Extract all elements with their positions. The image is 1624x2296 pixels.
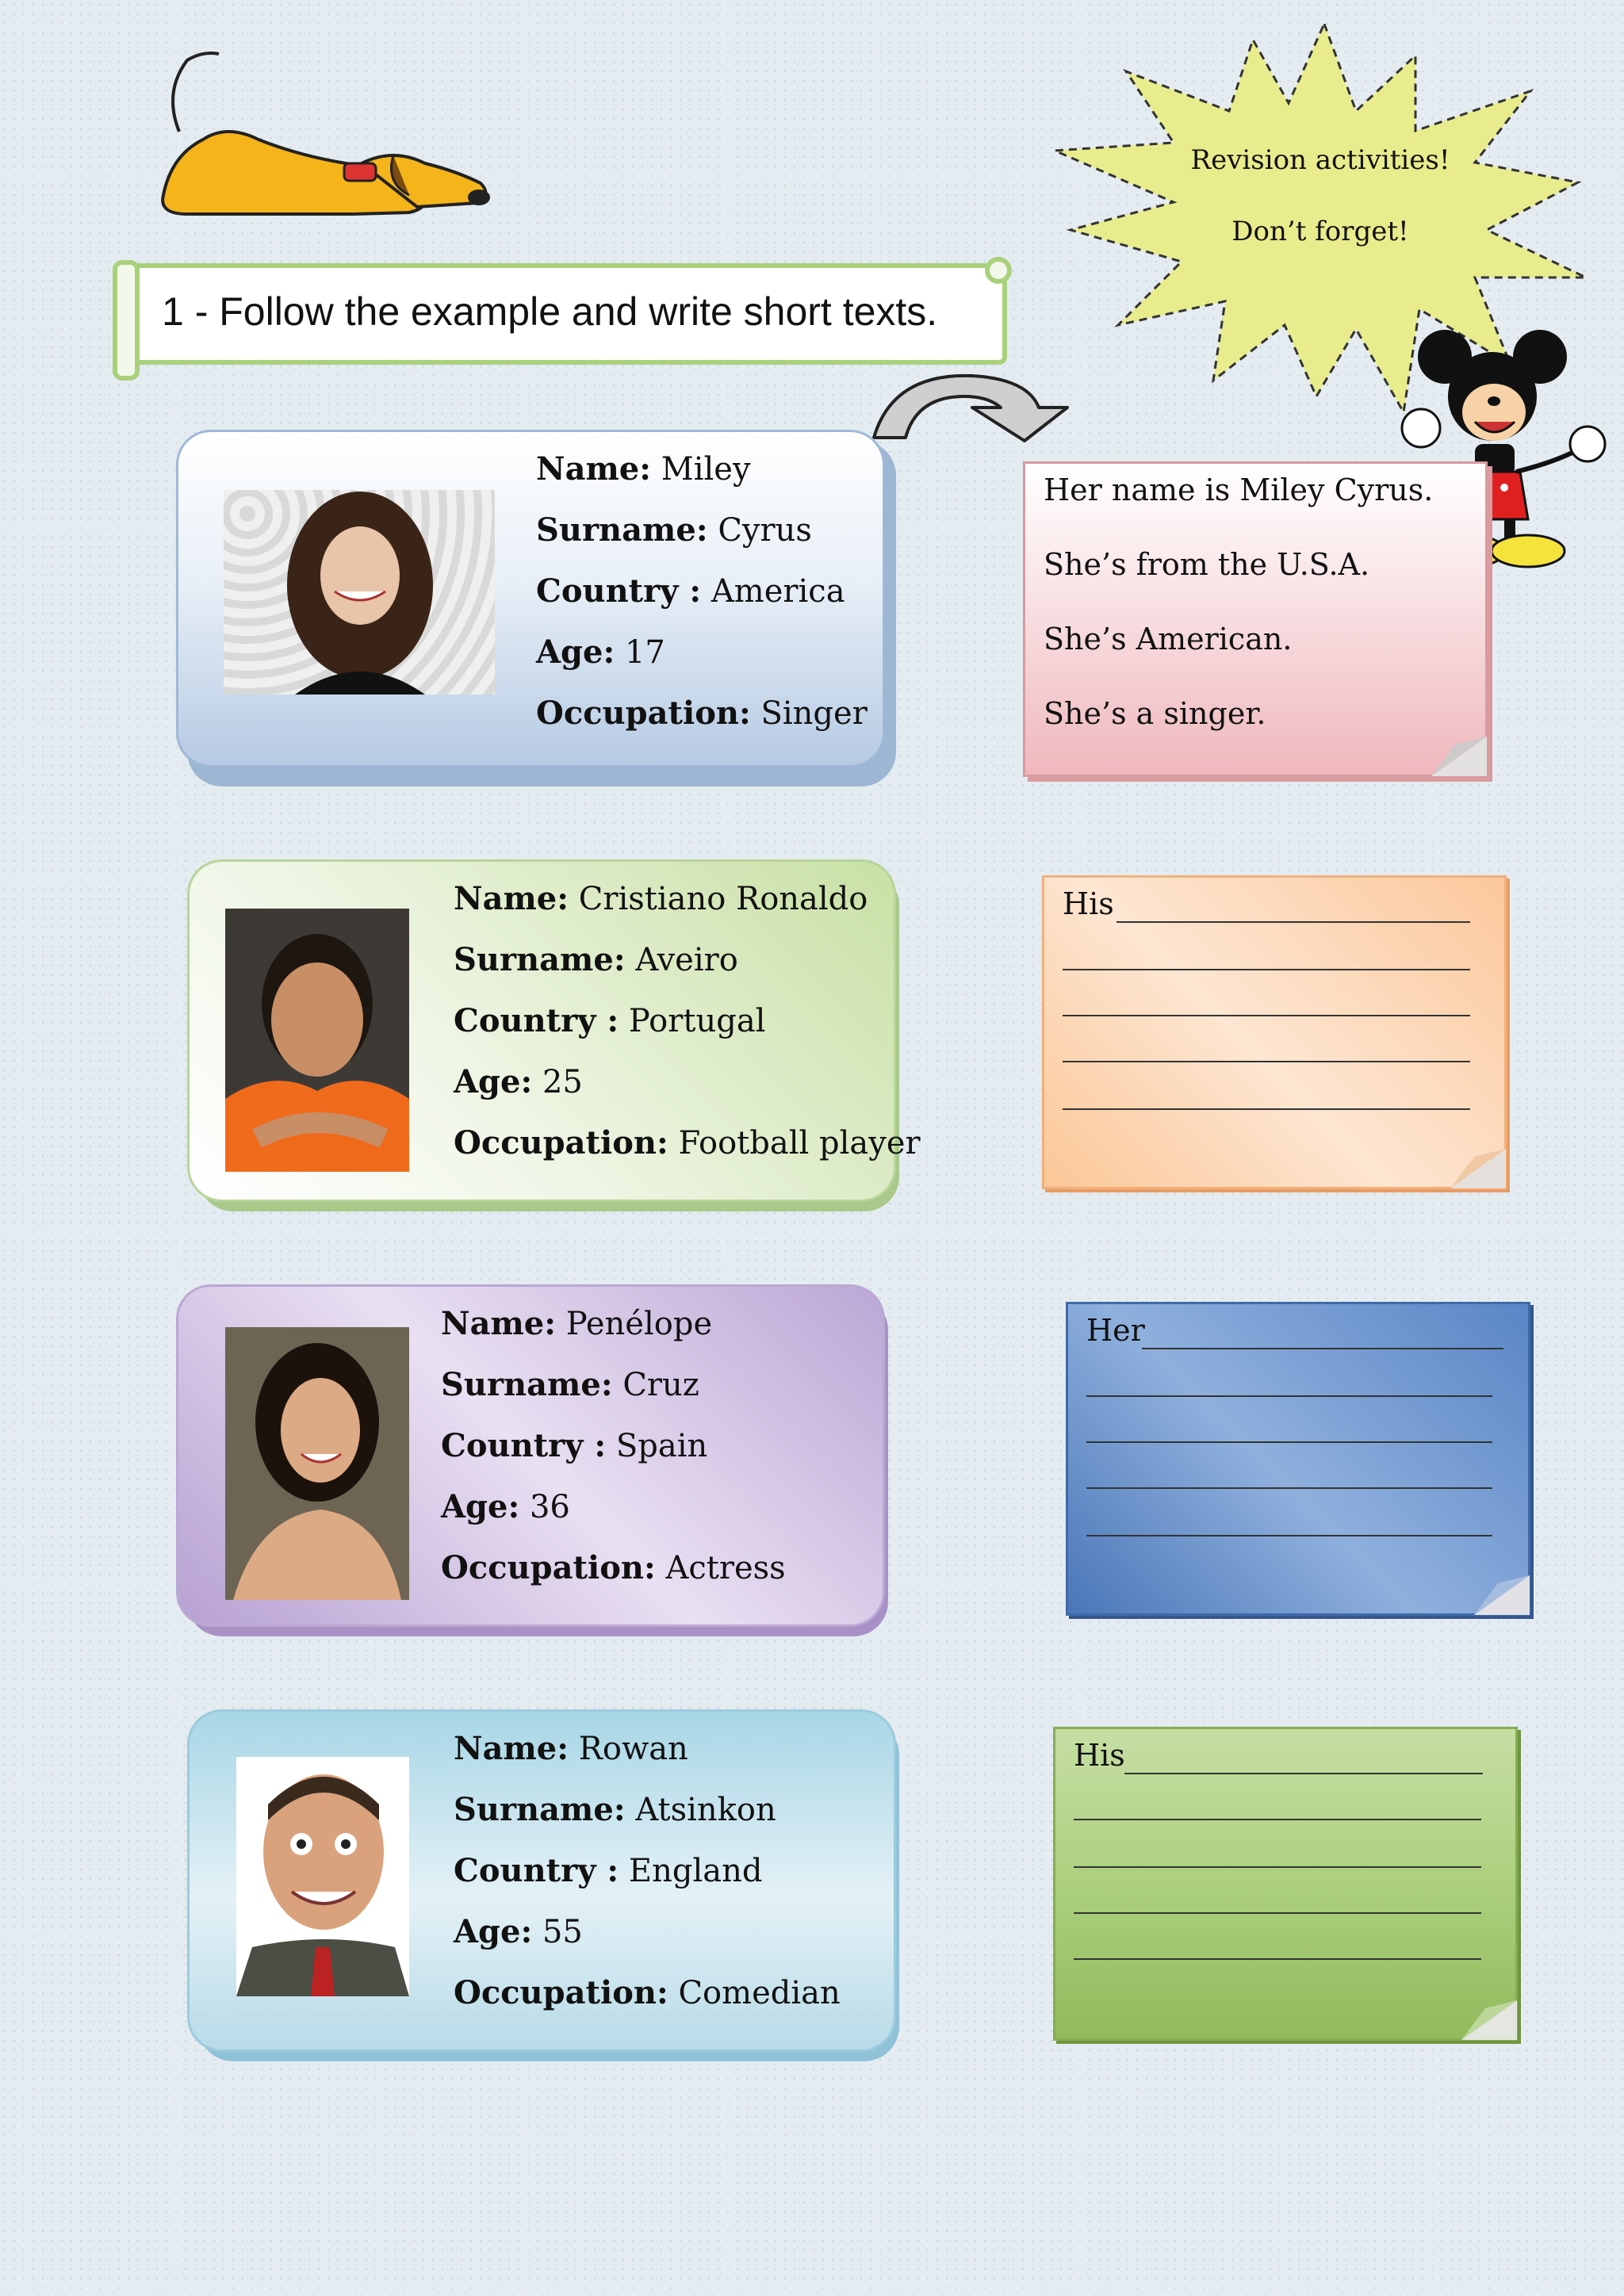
burst-line-1: Revision activities! xyxy=(1190,144,1450,176)
note-starter-4: His xyxy=(1074,1738,1125,1773)
label-surname-4: Surname: xyxy=(454,1791,626,1828)
label-name-2: Name: xyxy=(454,880,569,917)
writing-line xyxy=(1142,1348,1503,1349)
label-name-1: Name: xyxy=(536,450,652,488)
writing-line xyxy=(1086,1441,1492,1443)
value-occupation-1: Singer xyxy=(760,695,868,732)
value-country-2: Portugal xyxy=(628,1003,766,1039)
writing-line xyxy=(1074,1912,1481,1914)
value-surname-3: Cruz xyxy=(622,1367,699,1403)
label-age-1: Age: xyxy=(536,633,615,671)
label-occupation-4: Occupation: xyxy=(454,1974,668,2011)
value-country-4: England xyxy=(628,1853,763,1889)
label-country-2: Country : xyxy=(454,1002,619,1039)
photo-penelope xyxy=(225,1327,409,1600)
note-starter-3: Her xyxy=(1086,1313,1145,1348)
writing-line xyxy=(1116,921,1470,923)
label-age-4: Age: xyxy=(454,1913,533,1950)
value-occupation-3: Actress xyxy=(665,1550,786,1586)
label-name-4: Name: xyxy=(454,1730,569,1767)
example-line-2: She’s from the U.S.A. xyxy=(1044,547,1370,582)
value-country-1: America xyxy=(710,573,845,610)
label-country-3: Country : xyxy=(441,1427,607,1464)
value-surname-1: Cyrus xyxy=(718,512,812,549)
writing-line xyxy=(1086,1395,1492,1397)
note-starter-2: His xyxy=(1063,886,1114,921)
writing-line xyxy=(1074,1958,1481,1960)
value-name-2: Cristiano Ronaldo xyxy=(578,881,868,917)
writing-line xyxy=(1063,969,1470,970)
writing-line xyxy=(1124,1773,1483,1774)
pluto-cartoon-image xyxy=(155,44,504,222)
label-country-1: Country : xyxy=(536,572,702,610)
label-occupation-1: Occupation: xyxy=(536,695,751,732)
label-name-3: Name: xyxy=(441,1305,557,1342)
photo-ronaldo xyxy=(225,909,409,1172)
value-age-2: 25 xyxy=(542,1064,583,1100)
example-line-3: She’s American. xyxy=(1044,622,1293,656)
writing-line xyxy=(1086,1487,1492,1489)
label-occupation-2: Occupation: xyxy=(454,1124,668,1161)
curved-arrow-icon xyxy=(869,365,1107,444)
writing-line xyxy=(1063,1015,1470,1016)
instruction-banner xyxy=(121,263,1007,365)
label-age-3: Age: xyxy=(441,1488,520,1525)
value-name-3: Penélope xyxy=(565,1306,713,1342)
writing-line xyxy=(1074,1819,1481,1820)
writing-line xyxy=(1063,1108,1470,1110)
label-surname-2: Surname: xyxy=(454,941,626,978)
writing-line xyxy=(1086,1535,1492,1536)
value-occupation-4: Comedian xyxy=(678,1975,841,2011)
label-surname-1: Surname: xyxy=(536,511,708,549)
label-age-2: Age: xyxy=(454,1063,533,1100)
instruction-text: 1 - Follow the example and write short texts. xyxy=(162,289,938,334)
label-occupation-3: Occupation: xyxy=(441,1549,656,1586)
writing-line xyxy=(1063,1061,1470,1062)
value-age-3: 36 xyxy=(529,1489,570,1525)
value-age-4: 55 xyxy=(542,1914,583,1950)
value-name-1: Miley xyxy=(661,451,751,488)
value-surname-4: Atsinkon xyxy=(635,1792,776,1828)
value-occupation-2: Football player xyxy=(678,1125,921,1161)
example-line-1: Her name is Miley Cyrus. xyxy=(1044,473,1434,507)
burst-line-2: Don’t forget! xyxy=(1231,216,1409,247)
photo-rowan xyxy=(236,1757,409,1996)
value-age-1: 17 xyxy=(624,634,665,671)
writing-line xyxy=(1074,1866,1481,1868)
value-name-4: Rowan xyxy=(578,1731,688,1767)
example-line-4: She’s a singer. xyxy=(1044,696,1266,731)
label-surname-3: Surname: xyxy=(441,1366,613,1403)
photo-miley xyxy=(224,490,495,695)
label-country-4: Country : xyxy=(454,1852,619,1889)
value-surname-2: Aveiro xyxy=(635,942,738,978)
value-country-3: Spain xyxy=(615,1428,708,1464)
